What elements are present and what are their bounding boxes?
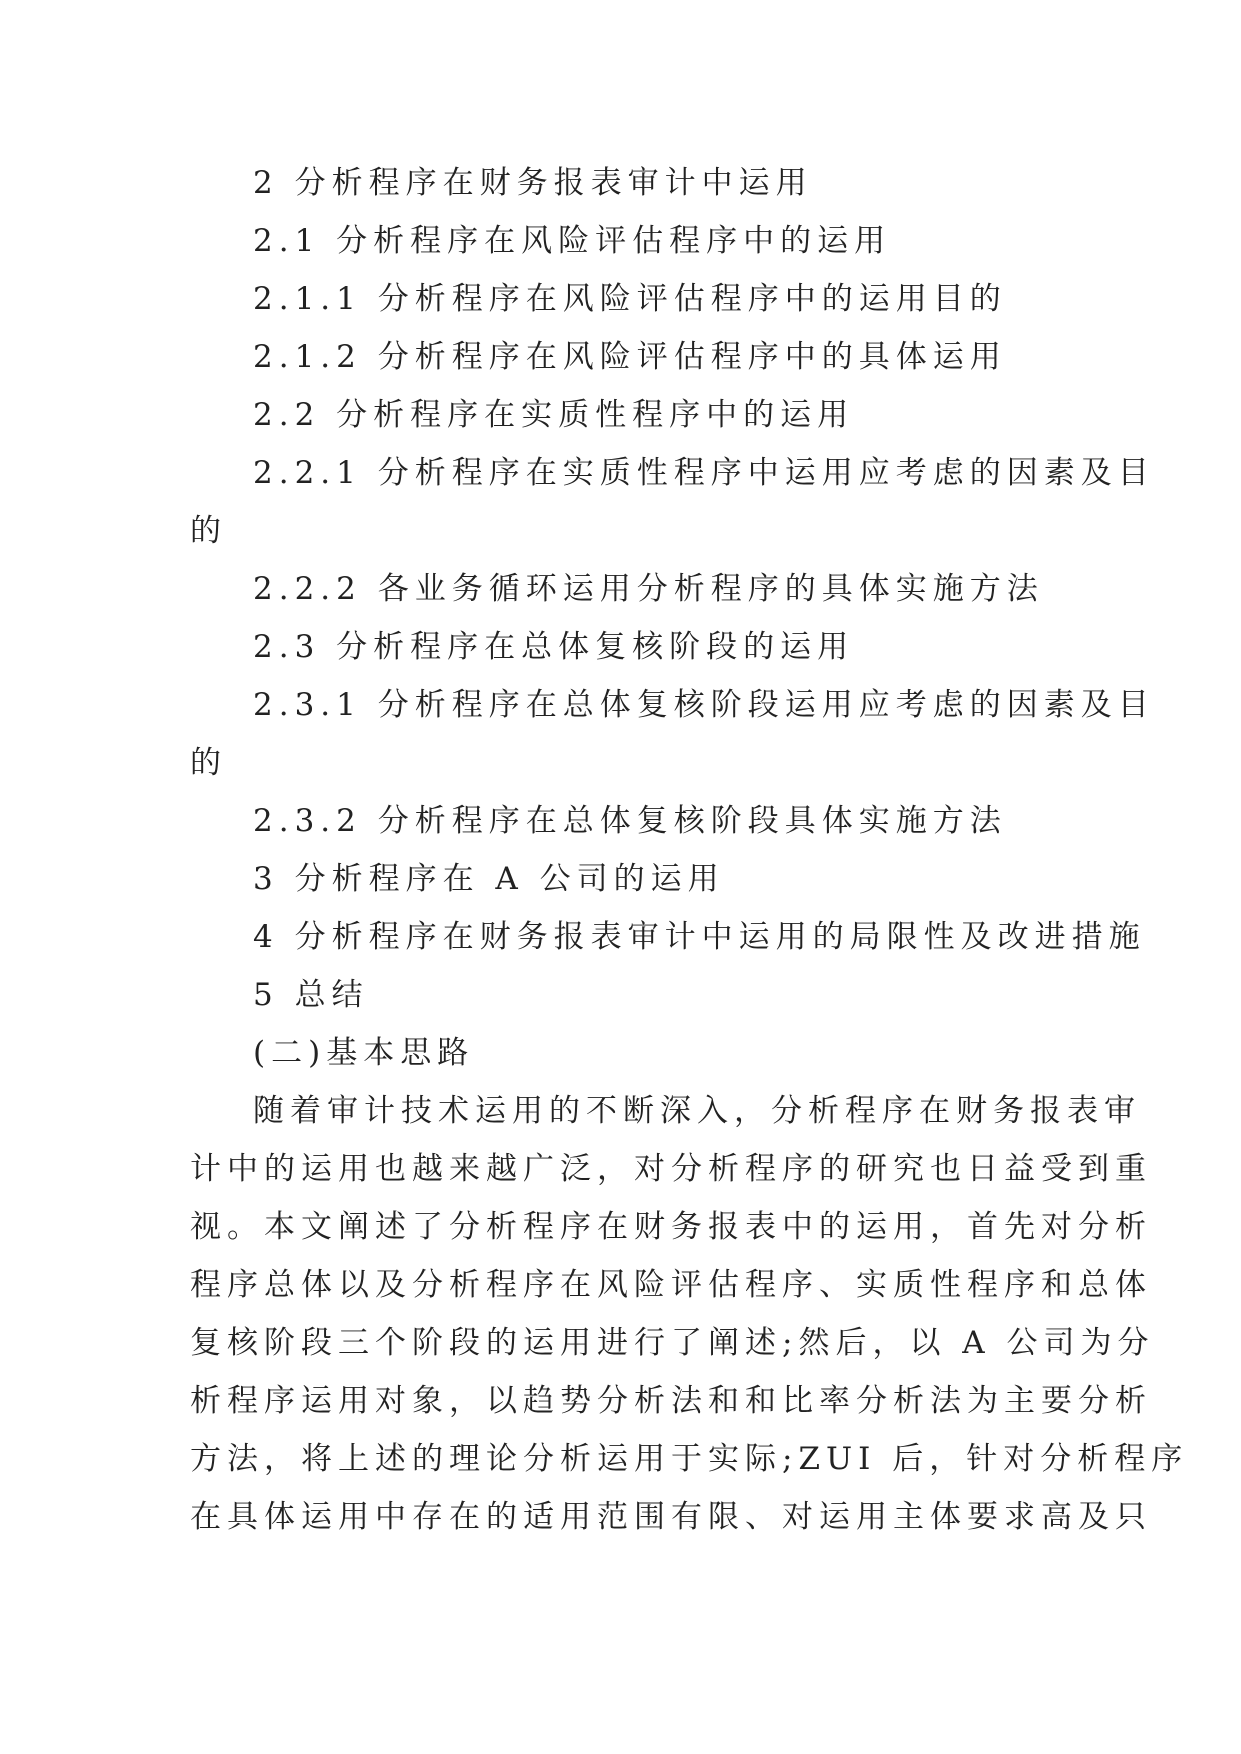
outline-heading-2-3-1: 2.3.1 分析程序在总体复核阶段运用应考虑的因素及目 <box>253 687 1155 723</box>
paragraph-line: 析程序运用对象，以趋势分析法和和比率分析法为主要分析 <box>190 1383 1152 1419</box>
paragraph-line: 随着审计技术运用的不断深入，分析程序在财务报表审 <box>253 1093 1141 1129</box>
outline-heading-2-2-2: 2.2.2 各业务循环运用分析程序的具体实施方法 <box>253 571 1044 607</box>
paragraph-line: 视。本文阐述了分析程序在财务报表中的运用，首先对分析 <box>190 1209 1152 1245</box>
outline-heading-2-2: 2.2 分析程序在实质性程序中的运用 <box>253 397 855 433</box>
paragraph-line: 在具体运用中存在的适用范围有限、对运用主体要求高及只 <box>190 1499 1152 1535</box>
section-heading-basic-idea: (二)基本思路 <box>253 1035 475 1071</box>
outline-heading-2-3: 2.3 分析程序在总体复核阶段的运用 <box>253 629 855 665</box>
outline-heading-2-2-1: 2.2.1 分析程序在实质性程序中运用应考虑的因素及目 <box>253 455 1155 491</box>
outline-heading-4: 4 分析程序在财务报表审计中运用的局限性及改进措施 <box>253 919 1146 955</box>
paragraph-line: 程序总体以及分析程序在风险评估程序、实质性程序和总体 <box>190 1267 1152 1303</box>
outline-heading-2-3-1-continued: 的 <box>190 745 227 781</box>
outline-heading-2-1-2: 2.1.2 分析程序在风险评估程序中的具体运用 <box>253 339 1007 375</box>
paragraph-line: 复核阶段三个阶段的运用进行了阐述;然后，以 A 公司为分 <box>190 1325 1155 1361</box>
outline-heading-2: 2 分析程序在财务报表审计中运用 <box>253 165 813 201</box>
outline-heading-2-2-1-continued: 的 <box>190 513 227 549</box>
paragraph-line: 方法，将上述的理论分析运用于实际;ZUI 后，针对分析程序 <box>190 1441 1189 1477</box>
outline-heading-2-3-2: 2.3.2 分析程序在总体复核阶段具体实施方法 <box>253 803 1007 839</box>
outline-heading-2-1-1: 2.1.1 分析程序在风险评估程序中的运用目的 <box>253 281 1007 317</box>
paragraph-line: 计中的运用也越来越广泛，对分析程序的研究也日益受到重 <box>190 1151 1152 1187</box>
outline-heading-3: 3 分析程序在 A 公司的运用 <box>253 861 725 897</box>
outline-heading-2-1: 2.1 分析程序在风险评估程序中的运用 <box>253 223 892 259</box>
outline-heading-5: 5 总结 <box>253 977 369 1013</box>
